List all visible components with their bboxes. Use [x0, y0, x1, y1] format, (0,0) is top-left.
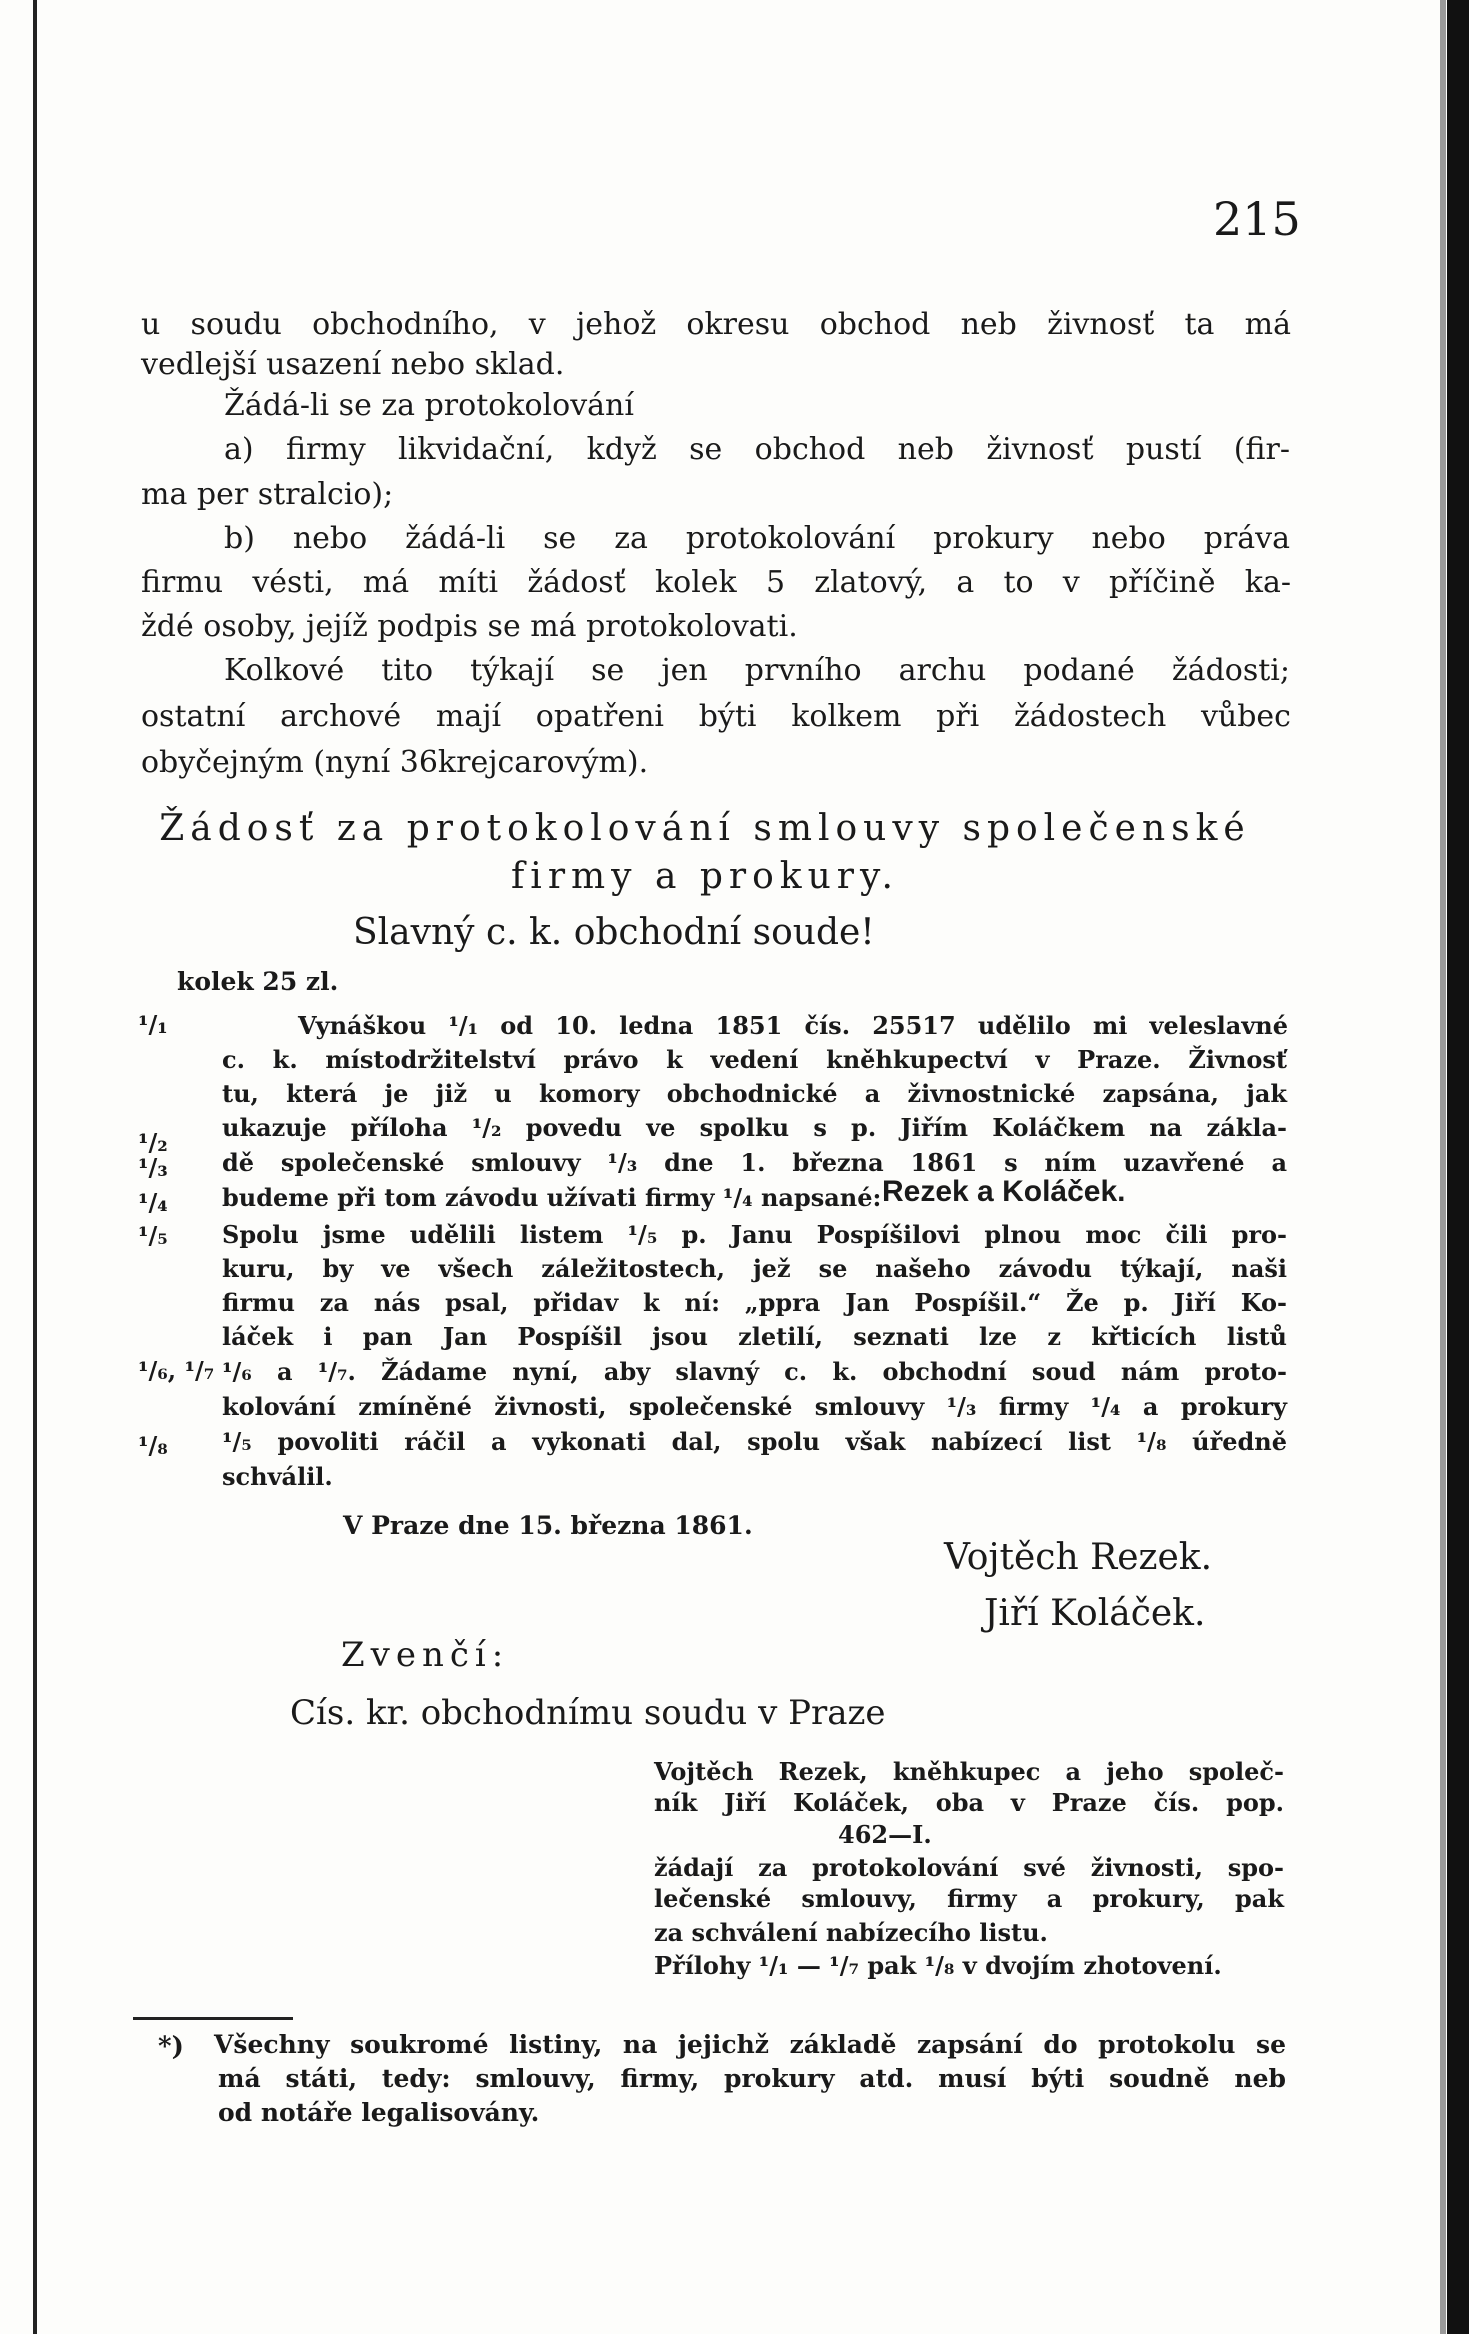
summary-line: Přílohy ¹/₁ — ¹/₇ pak ¹/₈ v dvojím zhotovení. — [654, 1951, 1222, 1980]
date-line: V Praze dne 15. března 1861. — [343, 1511, 753, 1540]
footnote-line: od notáře legalisovány. — [218, 2098, 540, 2127]
outside-label: Zvenčí: — [341, 1635, 510, 1675]
petition-line: Spolu jsme udělili listem ¹/₅ p. Janu Pospíšilovi plnou moc čili pro- — [222, 1220, 1287, 1249]
margin-note: ¹/₈ — [138, 1431, 168, 1460]
footnote-line: Všechny soukromé listiny, na jejichž základě zapsání do protokolu se — [214, 2030, 1286, 2059]
summary-line: žádají za protokolování své živnosti, spo- — [654, 1853, 1284, 1882]
petition-line: firmu za nás psal, přidav k ní: „ppra Jan Pospíšil.“ Že p. Jiří Ko- — [222, 1288, 1287, 1317]
petition-line: dě společenské smlouvy ¹/₃ dne 1. března 1861 s ním uzavřené a — [222, 1148, 1287, 1177]
signature: Jiří Koláček. — [984, 1593, 1206, 1634]
binding-edge — [1447, 0, 1469, 2334]
petition-line: c. k. místodržitelství právo k vedení kněhkupectví v Praze. Živnosť — [222, 1045, 1287, 1074]
petition-line: tu, která je již u komory obchodnické a živnostnické zapsána, jak — [222, 1079, 1287, 1108]
footnote-line: má státi, tedy: smlouvy, firmy, prokury atd. musí býti soudně neb — [218, 2064, 1286, 2093]
summary-line: za schválení nabízecího listu. — [654, 1918, 1048, 1947]
address-line: Cís. kr. obchodnímu soudu v Praze — [290, 1693, 886, 1733]
petition-line: ¹/₅ povoliti ráčil a vykonati dal, spolu však nabízecí list ¹/₈ úředně — [222, 1427, 1287, 1456]
firm-name: Rezek a Koláček. — [882, 1175, 1126, 1208]
binding-shadow — [1440, 0, 1446, 2334]
section-heading: firmy a prokury. — [510, 856, 899, 897]
salutation: Slavný c. k. obchodní soude! — [353, 912, 875, 953]
text-line: obyčejným (nyní 36krejcarovým). — [141, 745, 649, 780]
text-line: ostatní archové mají opatřeni býti kolkem při žádostech vůbec — [141, 699, 1291, 734]
petition-line: Vynáškou ¹/₁ od 10. ledna 1851 čís. 25517 udělilo mi veleslavné — [298, 1011, 1288, 1040]
margin-note: ¹/₅ — [138, 1221, 168, 1250]
section-heading: Žádosť za protokolování smlouvy společenské — [159, 808, 1251, 849]
text-line: ždé osoby, jejíž podpis se má protokolovati. — [141, 609, 798, 644]
text-line: u soudu obchodního, v jehož okresu obchod neb živnosť ta má — [141, 307, 1291, 342]
summary-line: lečenské smlouvy, firmy a prokury, pak — [654, 1884, 1284, 1913]
petition-line: kuru, by ve všech záležitostech, jež se našeho závodu týkají, naši — [222, 1254, 1287, 1283]
footnote-rule — [133, 2017, 293, 2020]
text-line: b) nebo žádá-li se za protokolování prokury nebo práva — [224, 521, 1290, 556]
text-line: ma per stralcio); — [141, 477, 394, 512]
petition-line: ukazuje příloha ¹/₂ povedu ve spolku s p. Jiřím Koláčkem na zákla- — [222, 1113, 1287, 1142]
text-line: Žádá-li se za protokolování — [224, 388, 634, 423]
text-line: vedlejší usazení nebo sklad. — [141, 347, 565, 382]
signature: Vojtěch Rezek. — [944, 1537, 1213, 1578]
margin-note: ¹/₁ — [138, 1010, 168, 1039]
margin-note: ¹/₄ — [138, 1188, 168, 1217]
text-line: a) firmy likvidační, když se obchod neb živnosť pustí (fir- — [224, 432, 1290, 467]
petition-line: kolování zmíněné živnosti, společenské smlouvy ¹/₃ firmy ¹/₄ a prokury — [222, 1392, 1287, 1421]
text-line: Kolkové tito týkají se jen prvního archu podané žádosti; — [224, 653, 1290, 688]
petition-line: budeme při tom závodu užívati firmy ¹/₄ napsané: — [222, 1183, 882, 1212]
page-edge-line — [33, 0, 37, 2334]
margin-note: ¹/₆, ¹/₇ — [138, 1356, 215, 1385]
footnote-mark: *) — [158, 2032, 184, 2062]
summary-line: Vojtěch Rezek, kněhkupec a jeho společ- — [654, 1757, 1284, 1786]
petition-line: láček i pan Jan Pospíšil jsou zletilí, seznati lze z křticích listů — [222, 1322, 1287, 1351]
stamp-note: kolek 25 zl. — [177, 967, 339, 996]
summary-line: 462—I. — [838, 1820, 932, 1849]
page-number: 215 — [1213, 192, 1301, 246]
text-line: firmu vésti, má míti žádosť kolek 5 zlatový, a to v příčině ka- — [141, 565, 1291, 600]
margin-note: ¹/₃ — [138, 1153, 168, 1182]
petition-line: schválil. — [222, 1462, 333, 1491]
summary-line: ník Jiří Koláček, oba v Praze čís. pop. — [654, 1788, 1284, 1817]
petition-line: ¹/₆ a ¹/₇. Žádame nyní, aby slavný c. k. obchodní soud nám proto- — [222, 1357, 1287, 1386]
margin-note: ¹/₂ — [138, 1128, 168, 1157]
